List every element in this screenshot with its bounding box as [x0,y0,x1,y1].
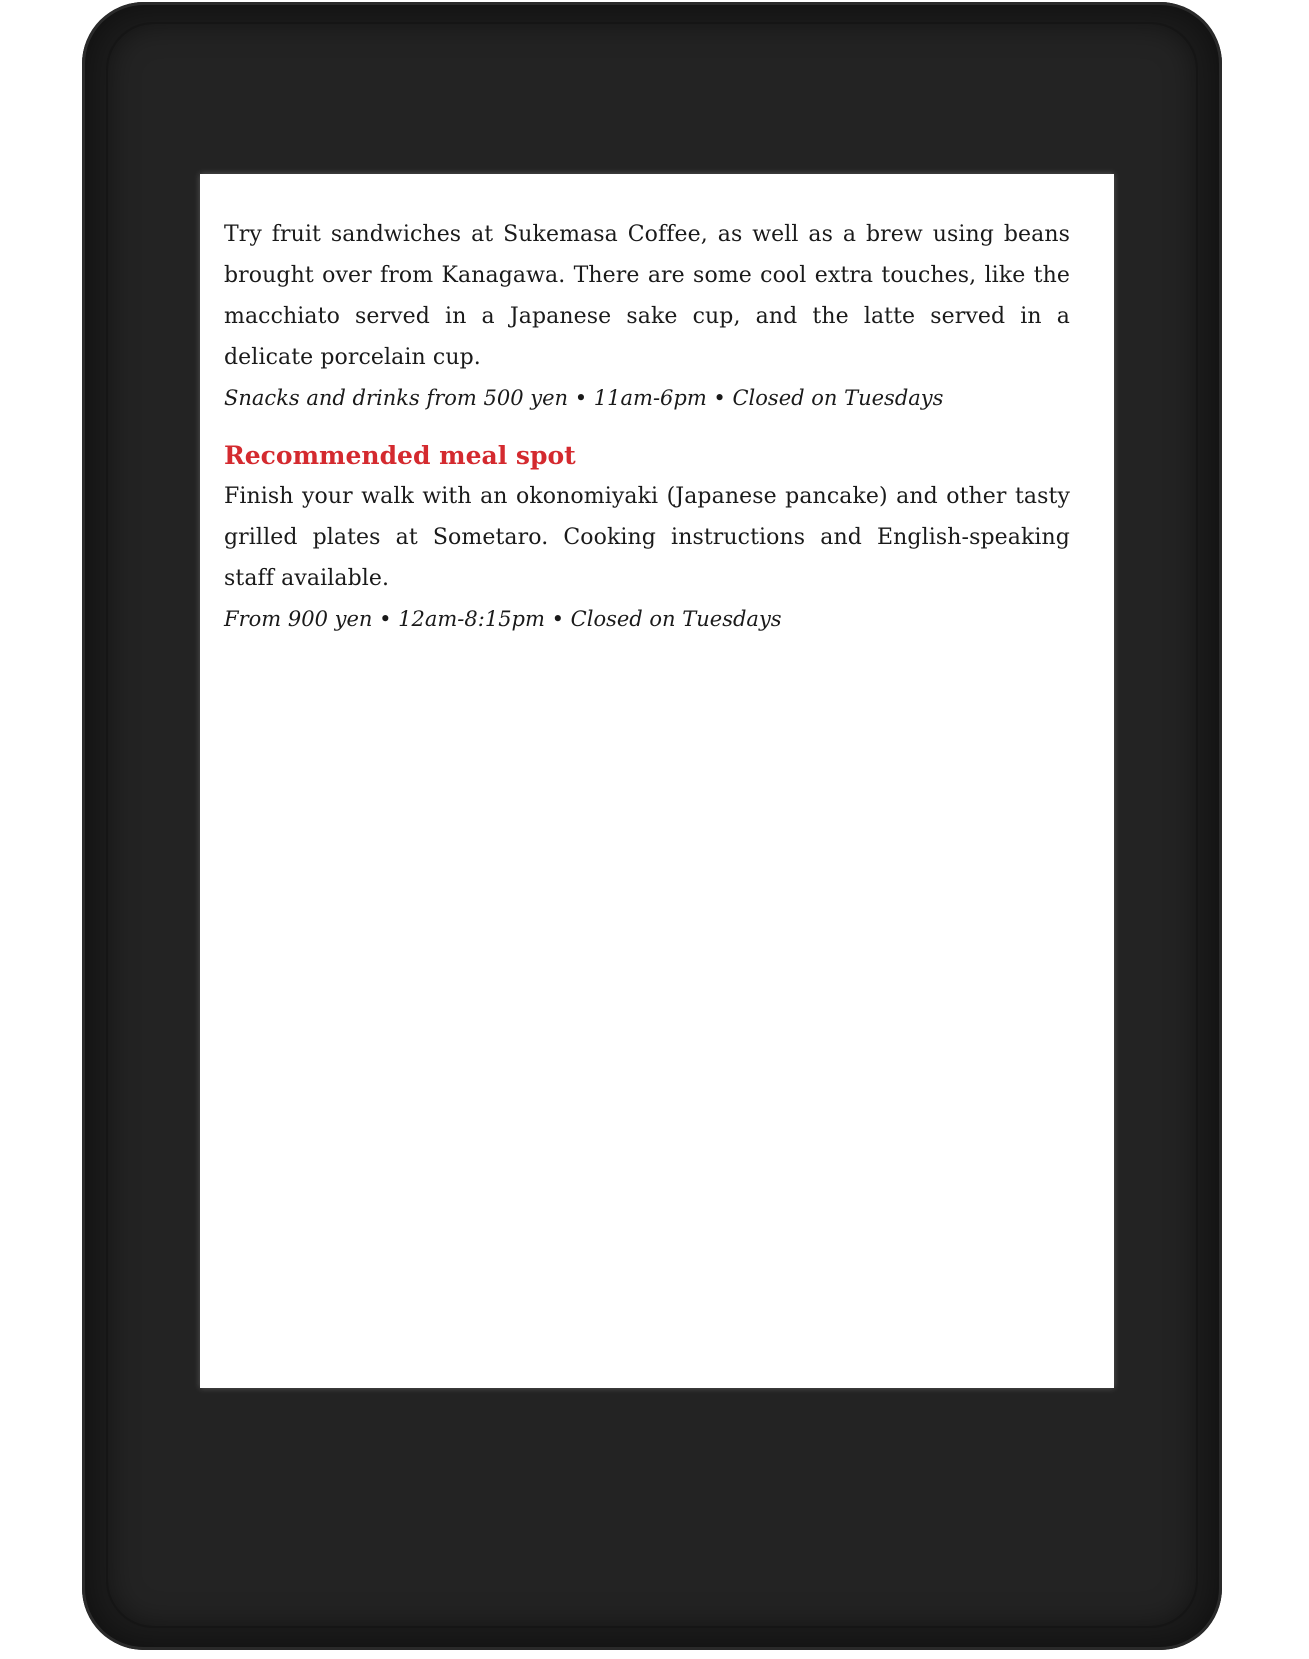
reader-screen[interactable] [200,174,1114,1388]
paragraph-sukemasa-coffee: Try fruit sandwiches at Sukemasa Coffee, as well as a brew using beans brought over from Kanagawa. There are some cool extra touches, like the macchiato served in a Japanese sake cup, and the latte served in a delicate porcelain cup. [224,222,1070,370]
info-sukemasa-coffee: Snacks and drinks from 500 yen • 11am-6pm • Closed on Tuesdays [224,386,944,410]
info-sometaro: From 900 yen • 12am-8:15pm • Closed on Tuesdays [224,607,782,631]
page-content [224,214,1070,640]
section-heading-meal-spot: Recommended meal spot [224,441,576,470]
ereader-device [82,2,1222,1650]
paragraph-sometaro: Finish your walk with an okonomiyaki (Japanese pancake) and other tasty grilled plates at Sometaro. Cooking instructions and English-speaking staff available. [224,484,1070,591]
